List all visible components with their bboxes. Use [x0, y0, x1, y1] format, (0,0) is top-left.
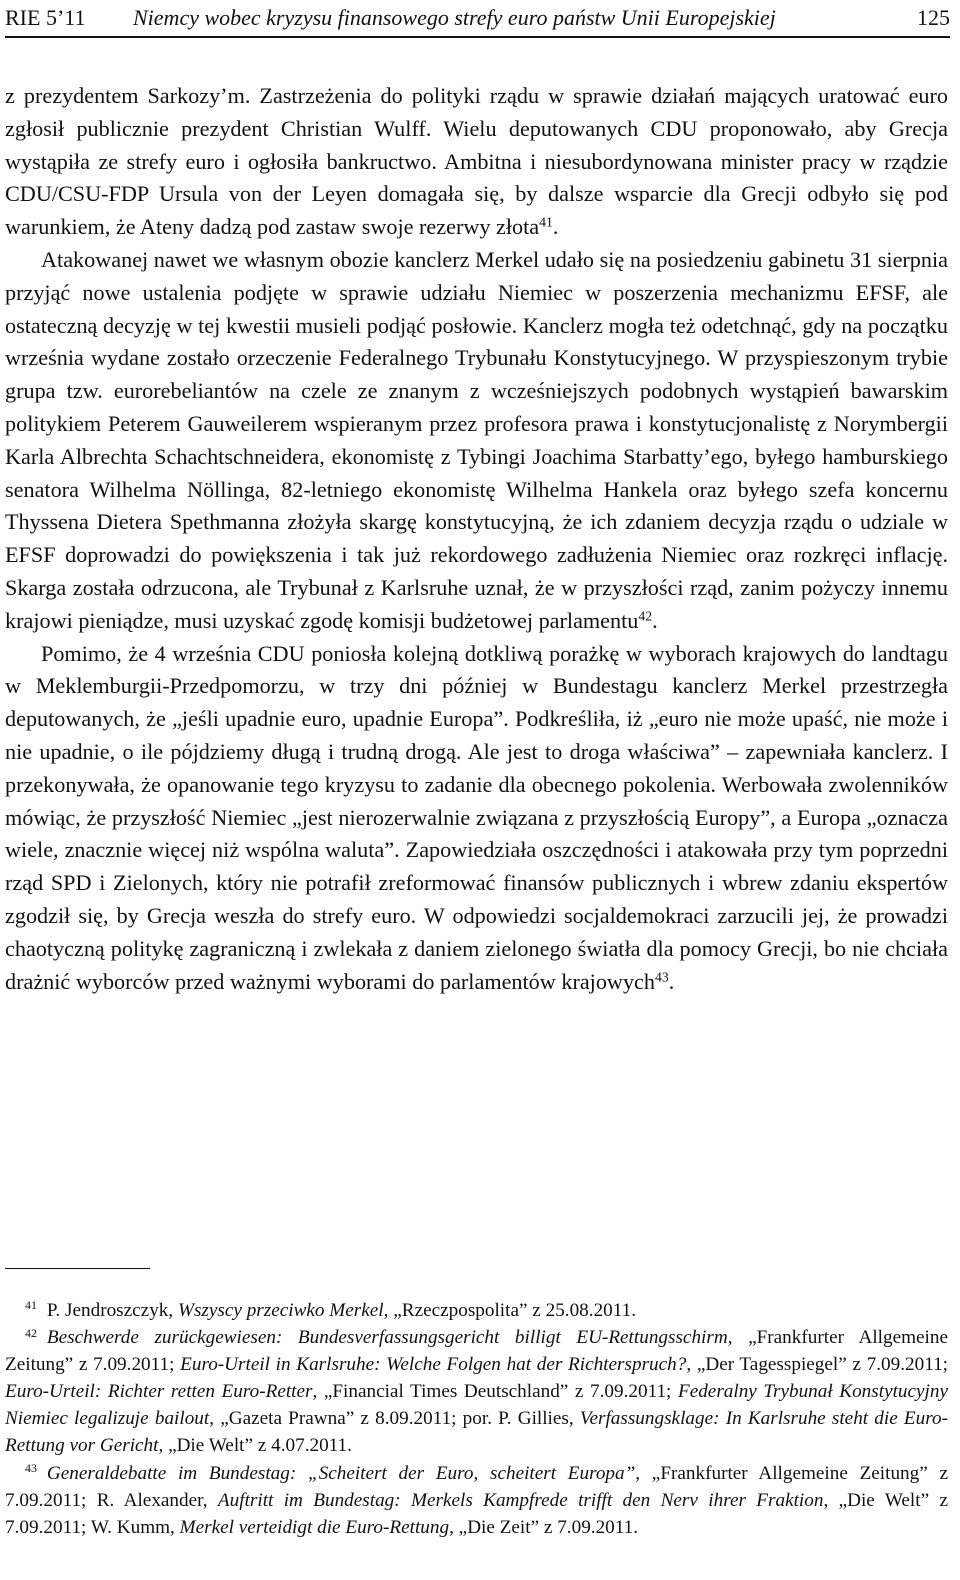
running-title: Niemcy wobec kryzysu finansowego strefy euro państw Unii Europejskiej	[133, 5, 776, 30]
footnote-title: Beschwerde zurückgewiesen: Bundesverfassungsgericht billigt EU-Rettungsschirm	[46, 1327, 728, 1349]
footnote-title: Generaldebatte im Bundestag: „Scheitert der Euro, scheitert Europa”	[46, 1462, 636, 1484]
running-header	[5, 0, 950, 36]
footnote-number: 42	[25, 1325, 37, 1340]
punctuation: .	[668, 968, 675, 994]
footnote-text: , „Der Tagesspiegel” z 7.09.2011;	[686, 1354, 949, 1376]
footnote-title: Euro-Urteil in Karlsruhe: Welche Folgen hat der Richterspruch?	[180, 1354, 687, 1376]
footnote-title: Wszyscy przeciwko Merkel	[177, 1300, 384, 1321]
punctuation: .	[552, 214, 559, 240]
footnote-number: 43	[25, 1461, 37, 1476]
footnotes	[5, 1297, 948, 1541]
footnote-text: , „Die Welt” z 7.09.2011; W. Kumm,	[5, 1489, 948, 1538]
footnote-text: , „Frankfurter Allgemeine Zeitung” z 7.09.2011; R. Alexander,	[5, 1462, 948, 1511]
footnote-text: , „Rzeczpospolita” z 25.08.2011.	[383, 1300, 637, 1321]
header-rule	[5, 36, 950, 38]
footnote-text: , „Die Zeit” z 7.09.2011.	[449, 1516, 639, 1538]
footnote-43	[5, 1460, 948, 1541]
footnote-title: Federalny Trybunał Konstytucyjny Niemiec legalizuje bailout	[5, 1381, 948, 1430]
footnote-separator	[5, 1268, 150, 1269]
paragraph	[5, 80, 948, 244]
page-number: 125	[917, 5, 950, 30]
footnote-number: 41	[25, 1298, 37, 1313]
footnote-reference[interactable]: 42	[638, 608, 653, 624]
main-text	[5, 80, 948, 998]
journal-issue: RIE 5’11	[5, 5, 86, 30]
footnote-text: P. Jendroszczyk,	[46, 1300, 178, 1321]
footnote-text: , „Financial Times Deutschland” z 7.09.2011;	[312, 1381, 678, 1403]
footnote-title: Auftritt im Bundestag: Merkels Kampfrede trifft den Nerv ihrer Fraktion	[217, 1489, 824, 1511]
footnote-text: , „Die Welt” z 4.07.2011.	[158, 1435, 352, 1457]
footnote-title: Euro-Urteil: Richter retten Euro-Retter	[5, 1381, 313, 1403]
footnote-41	[5, 1297, 948, 1324]
paragraph-text: z prezydentem Sarkozy’m. Zastrzeżenia do polityki rządu w sprawie działań mających uratować euro zgłosił publicznie prezydent Christian Wulff. Wielu deputowanych CDU proponowało, aby Grecja wystąpiła ze strefy euro i ogłosiła bankructwo. Ambitna i niesubordynowana minister pracy w rządzie CDU/CSU-FDP Ursula von der Leyen domagała się, by dalsze wsparcie dla Grecji odbyło się pod warunkiem, że Ateny dadzą pod zastaw swoje rezerwy złota	[5, 83, 948, 240]
footnote-42	[5, 1324, 948, 1459]
punctuation: .	[652, 607, 658, 633]
paragraph	[5, 244, 948, 638]
footnote-title: Verfassungsklage: In Karlsruhe steht die Euro-Rettung vor Gericht	[5, 1408, 948, 1457]
footnote-text: , „Gazeta Prawna” z 8.09.2011; por. P. Gillies,	[209, 1408, 580, 1430]
footnote-reference[interactable]: 43	[655, 968, 669, 984]
footnote-text: , „Frankfurter Allgemeine Zeitung” z 7.09.2011;	[5, 1327, 948, 1376]
paragraph	[5, 638, 948, 999]
paragraph-text: Pomimo, że 4 września CDU poniosła kolejną dotkliwą porażkę w wyborach krajowych do landtagu w Meklemburgii-Przedpomorzu, w trzy dni później w Bundestagu kanclerz Merkel przestrzegła deputowanych, że „jeśli upadnie euro, upadnie Europa”. Podkreśliła, iż „euro nie może upaść, nie może i nie upadnie, o ile pójdziemy długą i trudną drogą. Ale jest to droga właściwa” – zapewniała kanclerz. I przekonywała, że opanowanie tego kryzysu to zadanie dla obecnego pokolenia. Werbowała zwolenników mówiąc, że przyszłość Niemiec „jest nierozerwalnie związana z przyszłością Europy”, a Europa „oznacza wiele, znacznie więcej niż wspólna waluta”. Zapowiedziała oszczędności i atakowała przy tym poprzedni rząd SPD i Zielonych, który nie potrafił zreformować finansów publicznych i wbrew zdaniu ekspertów zgodził się, by Grecja weszła do strefy euro. W odpowiedzi socjaldemokraci zarzucili jej, że prowadzi chaotyczną politykę zagraniczną i zwlekała z daniem zielonego światła dla pomocy Grecji, bo nie chciała drażnić wyborców przed ważnymi wyborami do parlamentów krajowych	[5, 640, 948, 994]
footnote-title: Merkel verteidigt die Euro-Rettung	[179, 1516, 450, 1538]
footnote-reference[interactable]: 41	[539, 214, 553, 230]
paragraph-text: Atakowanej nawet we własnym obozie kanclerz Merkel udało się na posiedzeniu gabinetu 31 sierpnia przyjąć nowe ustalenia podjęte w sprawie udziału Niemiec w poszerzenia mechanizmu EFSF, ale ostateczną decyzję w tej kwestii musieli podjąć posłowie. Kanclerz mogła też odetchnąć, gdy na początku września wydane zostało orzeczenie Federalnego Trybunału Konstytucyjnego. W przyspieszonym trybie grupa tzw. eurorebeliantów na czele ze znanym z wcześniejszych podobnych wystąpień bawarskim politykiem Peterem Gauweilerem wspieranym przez profesora prawa i konstytucjonalistę z Norymbergii Karla Albrechta Schachtschneidera, ekonomistę z Tybingi Joachima Starbatty’ego, byłego hamburskiego senatora Wilhelma Nöllinga, 82-letniego ekonomistę Wilhelma Hankela oraz byłego szefa koncernu Thyssena Dietera Spethmanna złożyła skargę konstytucyjną, że ich zdaniem decyzja rządu o udziale w EFSF doprowadzi do powiększenia i tak już rekordowego zadłużenia Niemiec oraz rozkręci inflację. Skarga została odrzucona, ale Trybunał z Karlsruhe uznał, że w przyszłości rząd, zanim pożyczy innemu krajowi pieniądze, musi uzyskać zgodę komisji budżetowej parlamentu	[5, 246, 948, 633]
